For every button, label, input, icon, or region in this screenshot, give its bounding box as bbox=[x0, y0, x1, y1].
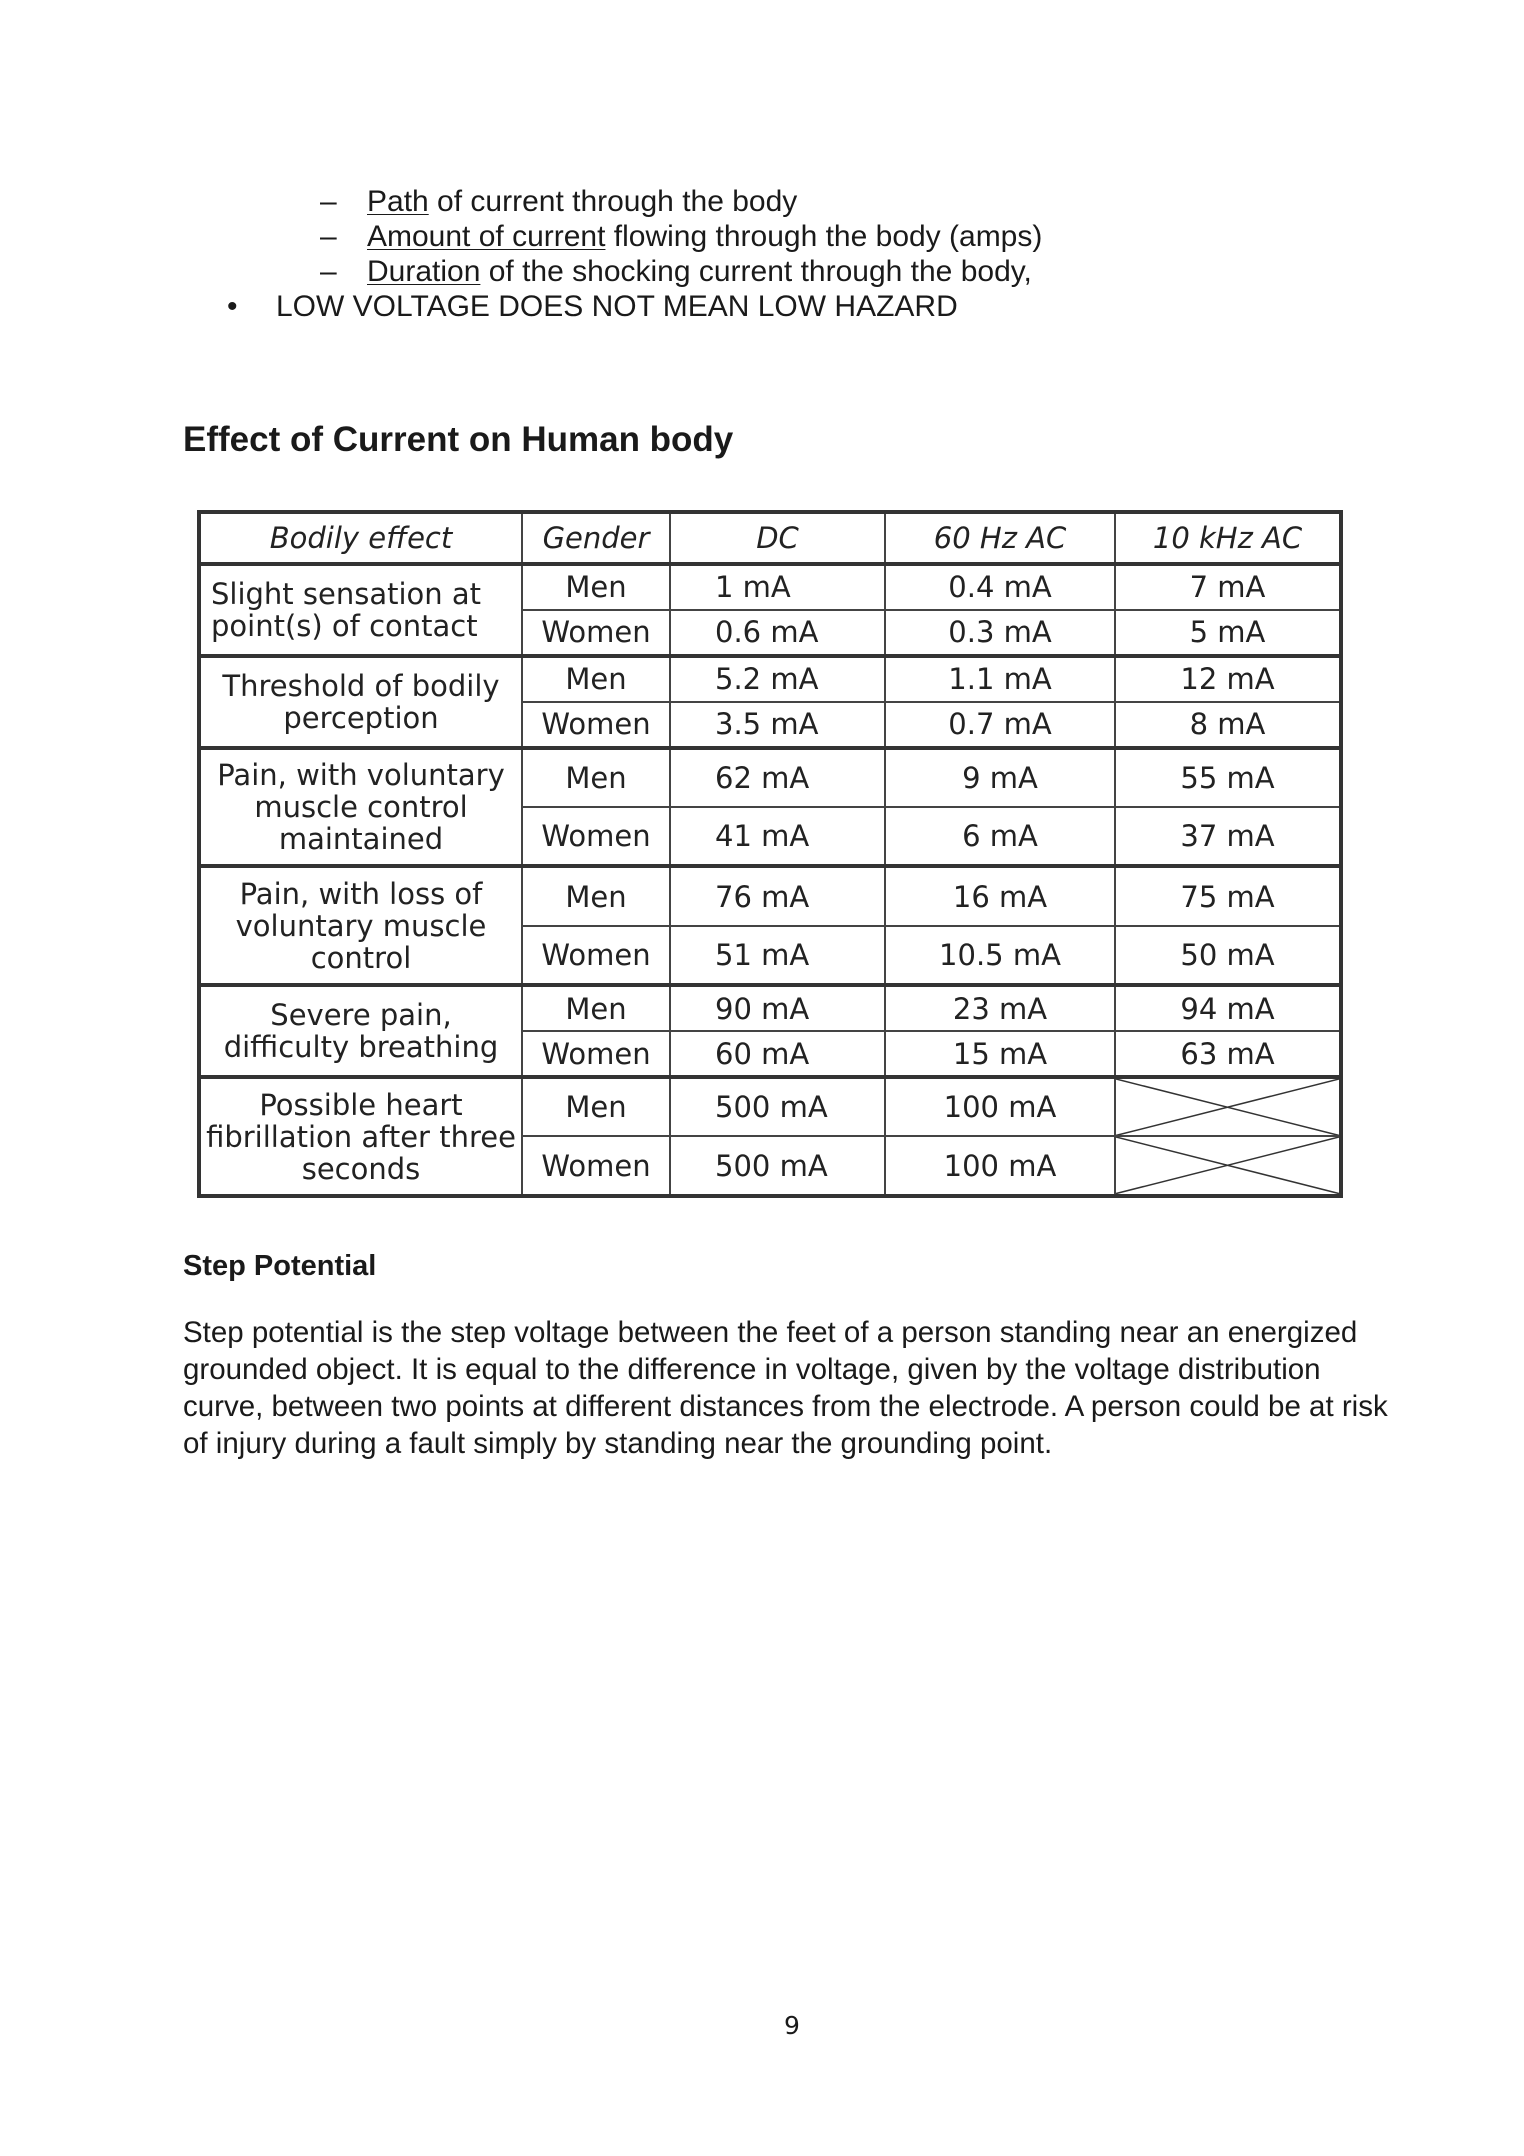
gender-cell: Men bbox=[522, 985, 670, 1031]
ac60-cell: 0.7 mA bbox=[885, 702, 1115, 748]
ac10k-cell: 55 mA bbox=[1115, 748, 1341, 807]
factor-item bbox=[220, 219, 1042, 254]
ac60-cell: 10.5 mA bbox=[885, 926, 1115, 985]
cross-icon bbox=[1116, 1079, 1339, 1135]
gender-cell: Men bbox=[522, 1077, 670, 1136]
ac10k-cell: 8 mA bbox=[1115, 702, 1341, 748]
gender-cell: Women bbox=[522, 1136, 670, 1196]
factor-keyword: Duration bbox=[367, 255, 481, 288]
dc-cell: 0.6 mA bbox=[670, 610, 885, 656]
ac10k-cell: 37 mA bbox=[1115, 807, 1341, 866]
table-body bbox=[199, 564, 1341, 1196]
ac10k-cell: 12 mA bbox=[1115, 656, 1341, 702]
dc-cell: 3.5 mA bbox=[670, 702, 885, 748]
ac60-cell: 9 mA bbox=[885, 748, 1115, 807]
dc-cell: 90 mA bbox=[670, 985, 885, 1031]
factor-text: flowing through the body (amps) bbox=[605, 220, 1043, 253]
table-row bbox=[199, 985, 1341, 1031]
header-60hz-ac: 60 Hz AC bbox=[885, 512, 1115, 564]
dc-cell: 76 mA bbox=[670, 866, 885, 925]
dc-cell: 41 mA bbox=[670, 807, 885, 866]
factor-text: of current through the body bbox=[428, 185, 798, 218]
ac60-cell: 1.1 mA bbox=[885, 656, 1115, 702]
factor-keyword: Amount of current bbox=[367, 220, 606, 253]
dc-cell: 500 mA bbox=[670, 1136, 885, 1196]
gender-cell: Men bbox=[522, 656, 670, 702]
step-potential-title: Step Potential bbox=[183, 1250, 377, 1282]
section-title: Effect of Current on Human body bbox=[183, 420, 734, 459]
table-row bbox=[199, 866, 1341, 925]
ac60-cell: 100 mA bbox=[885, 1136, 1115, 1196]
header-dc: DC bbox=[670, 512, 885, 564]
bodily-effect-cell: Pain, with loss of voluntary muscle control bbox=[199, 866, 522, 985]
page-number: 9 bbox=[784, 2011, 800, 2040]
table-row bbox=[199, 1077, 1341, 1136]
table-row bbox=[199, 748, 1341, 807]
ac60-cell: 15 mA bbox=[885, 1031, 1115, 1077]
dc-cell: 60 mA bbox=[670, 1031, 885, 1077]
gender-cell: Men bbox=[522, 748, 670, 807]
bodily-effect-cell: Slight sensation at point(s) of contact bbox=[199, 564, 522, 656]
ac60-cell: 23 mA bbox=[885, 985, 1115, 1031]
gender-cell: Women bbox=[522, 926, 670, 985]
bodily-effect-cell: Pain, with voluntary muscle control maintained bbox=[199, 748, 522, 867]
ac10k-cell: 75 mA bbox=[1115, 866, 1341, 925]
factor-item bbox=[220, 184, 1042, 219]
ac60-cell: 6 mA bbox=[885, 807, 1115, 866]
ac10k-cell: 63 mA bbox=[1115, 1031, 1341, 1077]
ac10k-cell: 94 mA bbox=[1115, 985, 1341, 1031]
bodily-effect-cell: Threshold of bodily perception bbox=[199, 656, 522, 748]
bullet-icon: • bbox=[227, 290, 238, 323]
gender-cell: Women bbox=[522, 702, 670, 748]
dc-cell: 1 mA bbox=[670, 564, 885, 610]
table-header-row bbox=[199, 512, 1341, 564]
ac60-cell: 0.4 mA bbox=[885, 564, 1115, 610]
ac10k-cell: 50 mA bbox=[1115, 926, 1341, 985]
warning-text: LOW VOLTAGE DOES NOT MEAN LOW HAZARD bbox=[276, 290, 958, 323]
bodily-effect-cell: Possible heart fibrillation after three seconds bbox=[199, 1077, 522, 1196]
dash-icon: – bbox=[320, 185, 337, 218]
gender-cell: Men bbox=[522, 564, 670, 610]
step-potential-paragraph: Step potential is the step voltage between the feet of a person standing near an energized grounded object. It is equal to the difference in voltage, given by the voltage distribution curve, between two points at different distances from the electrode. A person could be at risk of injury during a fault simply by standing near the grounding point. bbox=[183, 1316, 1388, 1460]
not-applicable-cell bbox=[1115, 1077, 1341, 1136]
dash-icon: – bbox=[320, 220, 337, 253]
dc-cell: 62 mA bbox=[670, 748, 885, 807]
gender-cell: Women bbox=[522, 807, 670, 866]
ac60-cell: 16 mA bbox=[885, 866, 1115, 925]
ac10k-cell: 7 mA bbox=[1115, 564, 1341, 610]
cross-icon bbox=[1116, 1137, 1339, 1194]
ac60-cell: 0.3 mA bbox=[885, 610, 1115, 656]
factor-keyword: Path bbox=[367, 185, 429, 218]
bullet-list bbox=[220, 184, 1042, 324]
table-row bbox=[199, 564, 1341, 610]
dc-cell: 5.2 mA bbox=[670, 656, 885, 702]
dc-cell: 51 mA bbox=[670, 926, 885, 985]
current-effects-table-wrap bbox=[197, 510, 1339, 1198]
dash-icon: – bbox=[320, 255, 337, 288]
gender-cell: Women bbox=[522, 1031, 670, 1077]
current-effects-table bbox=[197, 510, 1343, 1198]
header-10khz-ac: 10 kHz AC bbox=[1115, 512, 1341, 564]
header-gender: Gender bbox=[522, 512, 670, 564]
dc-cell: 500 mA bbox=[670, 1077, 885, 1136]
gender-cell: Men bbox=[522, 866, 670, 925]
ac10k-cell: 5 mA bbox=[1115, 610, 1341, 656]
bodily-effect-cell: Severe pain, difficulty breathing bbox=[199, 985, 522, 1077]
ac60-cell: 100 mA bbox=[885, 1077, 1115, 1136]
warning-item bbox=[220, 289, 1042, 324]
factor-item bbox=[220, 254, 1042, 289]
factor-text: of the shocking current through the body, bbox=[480, 255, 1032, 288]
table-row bbox=[199, 656, 1341, 702]
gender-cell: Women bbox=[522, 610, 670, 656]
not-applicable-cell bbox=[1115, 1136, 1341, 1196]
header-bodily-effect: Bodily effect bbox=[199, 512, 522, 564]
